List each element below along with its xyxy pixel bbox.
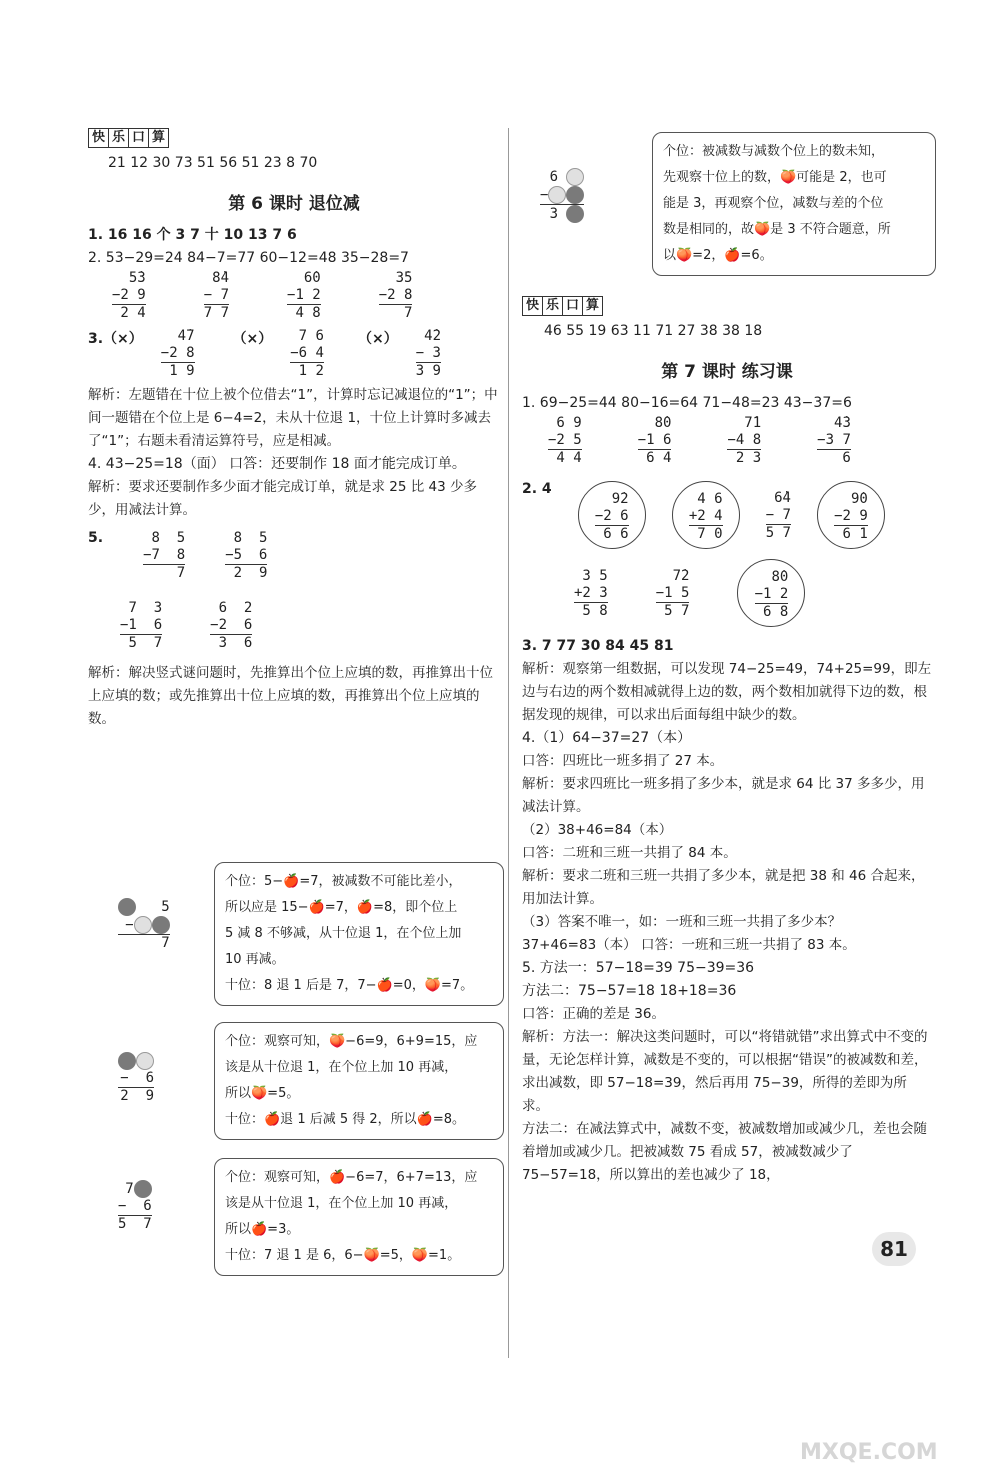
vertical-calc: 3̇5 −2 8 7 — [378, 270, 413, 321]
q3-row — [88, 328, 500, 380]
apple-icon — [118, 1052, 136, 1070]
vertical-calc: 5̇3 −2 9 2 4 — [112, 270, 146, 321]
answer-q3: 3. 7 77 30 84 45 81 — [522, 638, 674, 654]
example-2-calc: $\frac{- 6}{2 9}$ — [118, 1052, 154, 1105]
apple-icon — [118, 898, 136, 916]
explanation-bubble-3: 个位：观察可知，🍎−6=7，6+7=13，应 该是从十位退 1，在个位上加 10 再减， 所以🍎=3。 十位：7 退 1 是 6，6−🍑=5，🍑=1。 — [214, 1158, 504, 1276]
q3-mark: （×） — [232, 331, 273, 347]
example-1-calc: 5 − 7 — [118, 898, 170, 952]
vertical-calc: 7 6 −6 4 1 2 — [290, 328, 324, 379]
q3-analysis: 解析：观察第一组数据，可以发现 74−25=49，74+25=99，即左边与右边的两个数相减就得上边的数，两个数相加就得下边的数，根据发现的规律，可以求出后面每组中缺少的数。 — [522, 661, 932, 723]
apple-icon — [566, 186, 584, 204]
peach-icon — [548, 186, 566, 204]
q2-vertical-calcs — [88, 270, 500, 322]
vertical-calc: 4̇3 −3 7 6 — [817, 415, 851, 466]
q2-label: 2. 4 — [522, 481, 552, 497]
q5-analysis-2: 方法二：在减法算式中，减数不变，被减数增加或减少几，差也会随着增加或减少几。把被减数 75 看成 57，被减数减少了 75−57=18，所以算出的差也减少了 18， — [522, 1121, 927, 1183]
q3-mark: （×） — [357, 331, 398, 347]
vertical-calc: 8̇4 − 7 7 7 — [203, 270, 230, 321]
watermark-text: MXQE.COM — [800, 1440, 938, 1465]
vertical-calc: 7̇2 −1 5 5 7 — [655, 568, 690, 619]
vertical-calc: 4̇7 −2 8 1 9 — [160, 328, 195, 379]
answer-q4c: （3）答案不唯一，如：一班和三班一共捐了多少本？ — [522, 914, 842, 930]
page-number: 81 — [872, 1232, 916, 1266]
answer-q4: 4. 43−25=18（面） 口答：还要制作 18 面才能完成订单。 — [88, 456, 466, 472]
peach-icon — [566, 168, 584, 186]
answer-q1: 1. 69−25=44 80−16=64 71−48=23 43−37=6 — [522, 395, 852, 411]
q3-mark: 3.（×） — [88, 331, 143, 347]
quick-calc-tag: 快 乐 口 算 — [88, 128, 168, 148]
answer-q5b: 方法二：75−57=18 18+18=36 — [522, 983, 737, 999]
q4-analysis: 解析：要求还要制作多少面才能完成订单，就是求 25 比 43 少多少，用减法计算。 — [88, 479, 478, 518]
apple-icon — [566, 205, 584, 223]
apple-icon — [134, 1180, 152, 1198]
q2-row2 — [522, 559, 932, 627]
vertical-calc: 6 9 −2 5 4 4 — [548, 415, 582, 466]
vertical-calc: 6 2 −2 6 3 6 — [210, 600, 253, 651]
quick-calc-tag: 快 乐 口 算 — [522, 296, 602, 316]
q4b-analysis: 解析：要求二班和三班一共捐了多少本，就是把 38 和 46 合起来，用加法计算。 — [522, 868, 925, 907]
answer-q1: 1. 16 16 个 3 7 十 10 13 7 6 — [88, 227, 297, 243]
peach-icon — [134, 916, 152, 934]
answer-q4a-reply: 口答：四班比一班多捐了 27 本。 — [522, 753, 724, 769]
vertical-calc: 3 5 +2 3 5 8 — [574, 568, 608, 619]
example-3-calc: 7 − 6 5 7 — [118, 1181, 152, 1232]
apple-icon — [152, 916, 170, 934]
vertical-calc: 8 5 −7 8 7 — [143, 530, 186, 581]
circled-calc: 8̇0 −1 2 6 8 — [737, 559, 805, 627]
vertical-calc: 6̇4 − 7 5 7 — [765, 490, 791, 541]
q5-analysis: 解析：方法一：解决这类问题时，可以“将错就错”求出算式中不变的量，无论怎样计算，减数是不变的，可以根据“错误”的被减数和差，求出减数，即 57−18=39，然后再用 75−39，所得的差即为所求。 — [522, 1029, 928, 1114]
q3-analysis: 解析：左题错在十位上被个位借去“1”，计算时忘记减退位的“1”；中间一题错在个位上是 6−4=2，未从十位退 1，十位上计算时多减去了“1”；右题未看清运算符号，应是相减。 — [88, 387, 498, 449]
vertical-calc: 6̇0 −1 2 4 8 — [287, 270, 321, 321]
quick-calc-answers: 46 55 19 63 11 71 27 38 38 18 — [544, 323, 763, 339]
q5-row2 — [88, 600, 500, 652]
answer-q4b-reply: 口答：二班和三班一共捐了 84 本。 — [522, 845, 737, 861]
peach-icon — [136, 1052, 154, 1070]
answer-q5-reply: 口答：正确的差是 36。 — [522, 1006, 665, 1022]
q5-analysis: 解析：解决竖式谜问题时，先推算出个位上应填的数，再推算出十位上应填的数；或先推算出十位上应填的数，再推算出个位上应填的数。 — [88, 665, 493, 727]
circled-calc: 9̇0 −2 9 6 1 — [817, 481, 885, 549]
vertical-calc: 8̇0 −1 6 6 4 — [637, 415, 672, 466]
answer-q4a: 4.（1）64−37=27（本） — [522, 730, 692, 746]
vertical-calc: 7 3 −1 6 5 7 — [120, 600, 163, 651]
right-column — [522, 296, 932, 1187]
lesson-title: 第 7 课时 练习课 — [661, 362, 793, 382]
vertical-calc: 4̇2 − 3 3 9 — [415, 328, 441, 379]
q4a-analysis: 解析：要求四班比一班多捐了多少本，就是求 64 比 37 多多少，用减法计算。 — [522, 776, 925, 815]
answer-q4b: （2）38+46=84（本） — [522, 822, 673, 838]
explanation-bubble-top: 个位：被减数与减数个位上的数未知， 先观察十位上的数，🍑可能是 2，也可 能是 3，再观察个位，减数与差的个位 数是相同的，故🍑是 3 不符合题意，所 以🍑=2，🍎=6。 — [652, 132, 936, 276]
explanation-bubble-2: 个位：观察可知，🍑−6=9，6+9=15，应 该是从十位退 1，在个位上加 10 再减， 所以🍑=5。 十位：🍎退 1 后减 5 得 2，所以🍎=8。 — [214, 1022, 504, 1140]
q5-label: 5. — [88, 530, 104, 546]
q1-vertical-calcs — [522, 415, 932, 467]
right-top-calc: 6 − 3 — [540, 168, 584, 223]
circled-calc: 9̇2 −2 6 6 6 — [578, 481, 646, 549]
answer-q4c-reply: 37+46=83（本） 口答：一班和三班一共捐了 83 本。 — [522, 937, 856, 953]
quick-calc-answers: 21 12 30 73 51 56 51 23 8 70 — [108, 155, 318, 171]
explanation-bubble-1: 个位：5−🍎=7，被减数不可能比差小， 所以应是 15−🍎=7，🍎=8，即个位上 5 减 8 不够减，从十位退 1，在个位上加 10 再减。 十位：8 退 1 后是 7，7−🍎=0，🍑=7。 — [214, 862, 504, 1006]
column-divider — [508, 128, 509, 1358]
circled-calc: 4 6 +2 4 7 0 — [672, 481, 740, 549]
q5-row1 — [88, 530, 500, 582]
q2-row1 — [522, 481, 932, 549]
answer-q5a: 5. 方法一：57−18=39 75−39=36 — [522, 960, 755, 976]
left-column — [88, 128, 500, 731]
lesson-title: 第 6 课时 退位减 — [228, 194, 360, 214]
vertical-calc: 7̇1 −4 8 2 3 — [727, 415, 762, 466]
answer-q2: 2. 53−29=24 84−7=77 60−12=48 35−28=7 — [88, 250, 409, 266]
vertical-calc: 8 5 −5 6 2 9 — [225, 530, 268, 581]
